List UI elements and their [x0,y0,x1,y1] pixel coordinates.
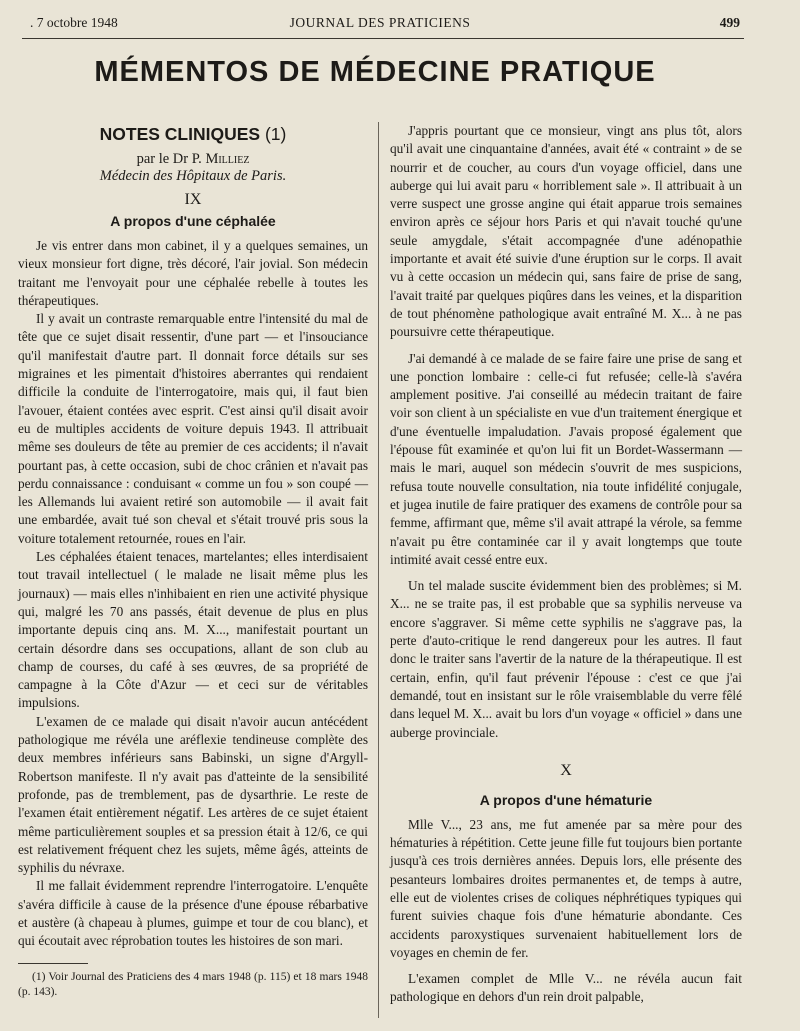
paragraph: Un tel malade suscite évidemment bien des problèmes; si M. X... ne se traite pas, il est probable que sa syphilis nerveuse va encore s'aggraver. Si même cette syphilis ne s'aggrave pas, la perte d'auto-critique le rend dangereux pour les autres. Il faut donc le traiter sans l'avertir de la nature de la thérapeutique. Il est certain, enfin, qu'il faut prévenir l'épouse : c'est ce que j'ai demandé, tout en insistant sur le rôle vraisemblable du verre fêlé dans lequel M. X... avait bu lors d'un voyage « officiel » dans une auberge provinciale. [390,578,742,740]
running-header [30,12,740,34]
paragraph: Les céphalées étaient tenaces, martelantes; elles interdisaient tout travail intellectuel ( le malade ne lisait même plus les journaux) — mais elles n'inhibaient en rien une activité physique qui, malgré les 70 ans passés, était devenue de plus en plus importante depuis cinq ans. M. X..., manifestait pourtant un certain désordre dans ses occupations, allant de son club au champ de courses, du café à ses œuvres, de sa propriété de campagne à la Côte d'Azur — et ceci sur de véritables impulsions. [18,549,368,711]
paragraph: Il y avait un contraste remarquable entre l'intensité du mal de tête que ce sujet disait ressentir, d'une part — et l'insouciance qu'il manifestait d'autre part. Il donnait force détails sur ses migraines et les pimentait d'histoires aberrantes qui rendaient difficile la conduite de l'interrogatoire, mais qui, il faut bien l'avouer, étaient contées avec esprit. C'est ainsi qu'il disait avoir eu de multiples accidents de voiture depuis 1943. Il attribuait même ses douleurs de tête au premier de ces accidents; il n'avait pourtant pas, à cette occasion, subi de choc crânien et n'avait pas perdu connaissance : conduisant « comme un fou » son coupé — les Allemands lui avaient retiré son automobile — il avait fait une embardée, avait tué son cheval et s'était trouvé pris sous la voiture totalement retournée, roues en l'air. [18,311,368,546]
page-number: 499 [719,15,740,30]
article-title-text: NOTES CLINIQUES [99,124,261,144]
byline [18,151,368,168]
section-number-x: X [560,761,572,779]
paragraph: J'appris pourtant que ce monsieur, vingt ans plus tôt, alors qu'il avait une cinquantaine d'années, avait été « contraint » de se nourrir et de coucher, au cours d'un voyage officiel, dans une auberge qui lui avait paru « horriblement sale ». Il attribuait à un verre suspect une grosse angine qui était apparue trois semaines environ après ce séjour hors Paris et qui n'avait touché qu'une seule amygdale, s'était accompagnée d'une adénopathie importante et avait été suivie d'une éruption sur le corps. Il avait vu à cette occasion un médecin qui, sans faire de prise de sang, l'avait traité par quelques piqûres dans les veines, et la disparition de tout phénomène pathologique avait entraîné M. X... à ne pas poursuivre cette thérapeutique. [390,123,742,340]
paragraph: Je vis entrer dans mon cabinet, il y a quelques semaines, un vieux monsieur fort digne, très décoré, l'air jovial. Son médecin traitant me l'envoyait pour une céphalée rebelle à toutes les thérapeutiques. [18,238,368,308]
author-name: Milliez [205,151,250,167]
column-divider [378,122,379,1018]
paragraph: L'examen complet de Mlle V... ne révéla aucun fait pathologique en dehors d'un rein droit palpable, [390,971,742,1005]
byline-prefix: par le Dr P. [136,151,202,167]
journal-name: JOURNAL DES PRATICIENS [289,15,471,30]
main-title: MÉMENTOS DE MÉDECINE PRATIQUE [94,56,656,88]
author-affiliation: Médecin des Hôpitaux de Paris. [99,168,287,184]
section-title-cephalee: A propos d'une céphalée [110,213,276,229]
footnote-rule [18,963,88,964]
footnote: (1) Voir Journal des Praticiens des 4 mars 1948 (p. 115) et 18 mars 1948 (p. 143). [18,970,368,998]
section-title-hematurie: A propos d'une hématurie [479,791,653,808]
footnote-marker: (1) [264,124,287,144]
header-rule [22,38,744,39]
paragraph: L'examen de ce malade qui disait n'avoir aucun antécédent pathologique me révéla une aréflexie tendineuse complète des deux membres inférieurs sans Babinski, un signe d'Argyll-Robertson manifeste. Il n'y avait pas d'atteinte de la sensibilité profonde, pas de tremblement, pas de dysarthrie. Le reste de l'examen était entièrement négatif. Les artères de ce sujet étaient même particulièrement souples et sa pression était à 12/6, ce qui est relativement fréquent chez les sujets, même âgés, atteints de syphilis du névraxe. [18,713,368,876]
right-column [390,122,742,1015]
paragraph: Mlle V..., 23 ans, me fut amenée par sa mère pour des hématuries à répétition. Cette jeune fille fut toujours bien portante jusqu'à ces trois dernières années. Depuis lors, elle présente des pesanteurs lombaires droites permanentes et, de temps à autre, elle eut de violentes crises de coliques néphrétiques typiques qui furent suivies chaque fois d'une hématurie abondante. Ces accidents paroxystiques survenaient habituellement lors de voyages en chemin de fer. [390,816,742,960]
issue-date: . 7 octobre 1948 [30,15,118,30]
left-column [18,120,368,1000]
paragraph: Il me fallait évidemment reprendre l'interrogatoire. L'enquête s'avéra difficile à cause de la présence d'une épouse rébarbative et austère (à chapeau à plumes, guimpe et tour de cou blanc), et qui écoutait avec réprobation toutes les histoires de son mari. [18,878,368,949]
paragraph: J'ai demandé à ce malade de se faire faire une prise de sang et une ponction lombaire : celle-ci fut refusée; celle-là s'avéra amplement positive. J'ai conseillé au médecin traitant de faire voir son client à un spécialiste en vue d'un traitement énergique et d'une éventuelle impaludation. J'avais proposé également que l'épouse fût examinée et qu'on lui fit un Bordet-Wassermann — mais le mari, auquel son médecin s'ouvrit de mes suspicions, refusa toute nouvelle consultation, nia toute infidélité conjugale, et jugea inutile de faire pratiquer des examens de contrôle pour sa femme, affirmant que, même s'il avait attrapé la vérole, sa femme n'avait pu être contaminée car il y avait longtemps que toute intimité avait cessé entre eux. [390,350,742,567]
section-number-ix: IX [184,191,202,208]
article-title [18,124,368,145]
